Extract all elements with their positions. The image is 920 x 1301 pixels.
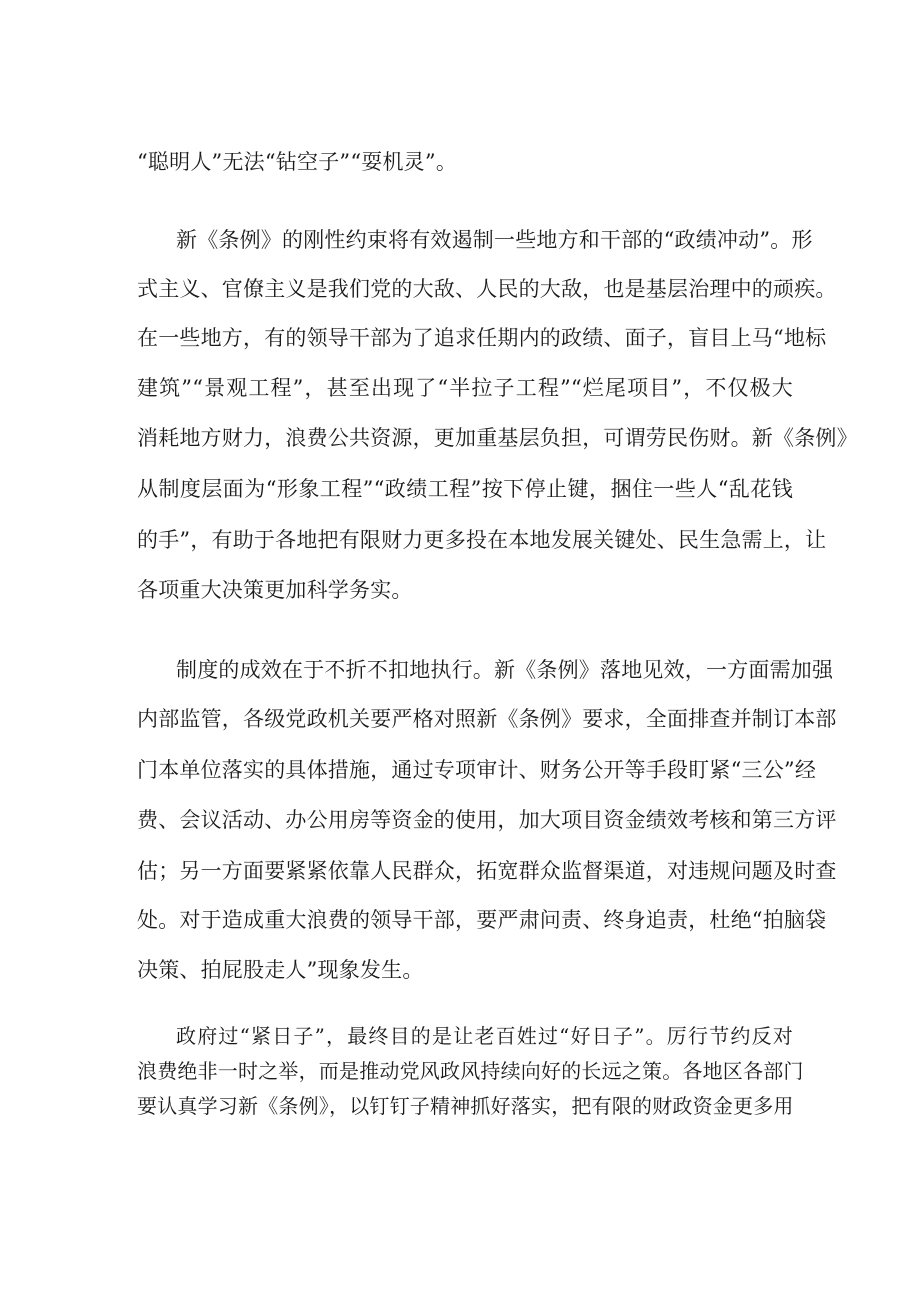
paragraph-line: 的手”，有助于各地把有限财力更多投在本地发展关键处、民生急需上，让 bbox=[137, 528, 827, 552]
paragraph-line: 建筑”“景观工程”，甚至出现了“半拉子工程”“烂尾项目”，不仅极大 bbox=[137, 376, 793, 400]
paragraph-line: 政府过“紧日子”，最终目的是让老百姓过“好日子”。厉行节约反对 bbox=[176, 1024, 793, 1048]
paragraph-line: 式主义、官僚主义是我们党的大敌、人民的大敌，也是基层治理中的顽疾。 bbox=[137, 277, 837, 301]
paragraph-line: 内部监管，各级党政机关要严格对照新《条例》要求，全面排查并制订本部 bbox=[137, 707, 837, 731]
paragraph-line: 费、会议活动、办公用房等资金的使用，加大项目资金绩效考核和第三方评 bbox=[137, 808, 837, 832]
paragraph-line: “聪明人”无法“钻空子”“耍机灵”。 bbox=[137, 150, 458, 174]
paragraph-line: 在一些地方，有的领导干部为了追求任期内的政绩、面子，盲目上马“地标 bbox=[137, 326, 827, 350]
paragraph-line: 消耗地方财力，浪费公共资源，更加重基层负担，可谓劳民伤财。新《条例》 bbox=[137, 426, 858, 450]
paragraph-line: 从制度层面为“形象工程”“政绩工程”按下停止键，捆住一些人“乱花钱 bbox=[137, 477, 793, 501]
paragraph-line: 门本单位落实的具体措施，通过专项审计、财务公开等手段盯紧“三公”经 bbox=[137, 758, 817, 782]
paragraph-line: 浪费绝非一时之举，而是推动党风政风持续向好的长远之策。各地区各部门 bbox=[137, 1059, 804, 1083]
paragraph-line: 制度的成效在于不折不扣地执行。新《条例》落地见效，一方面需加强 bbox=[176, 658, 834, 682]
paragraph-line: 新《条例》的刚性约束将有效遏制一些地方和干部的“政绩冲动”。形 bbox=[176, 228, 813, 252]
paragraph-line: 要认真学习新《条例》，以钉钉子精神抓好落实，把有限的财政资金更多用 bbox=[137, 1094, 794, 1118]
paragraph-line: 各项重大决策更加科学务实。 bbox=[137, 578, 413, 602]
paragraph-line: 处。对于造成重大浪费的领导干部，要严肃问责、终身追责，杜绝“拍脑袋 bbox=[137, 908, 827, 932]
paragraph-line: 决策、拍屁股走人”现象发生。 bbox=[137, 958, 424, 982]
paragraph-line: 估；另一方面要紧紧依靠人民群众，拓宽群众监督渠道，对违规问题及时查 bbox=[137, 859, 837, 883]
